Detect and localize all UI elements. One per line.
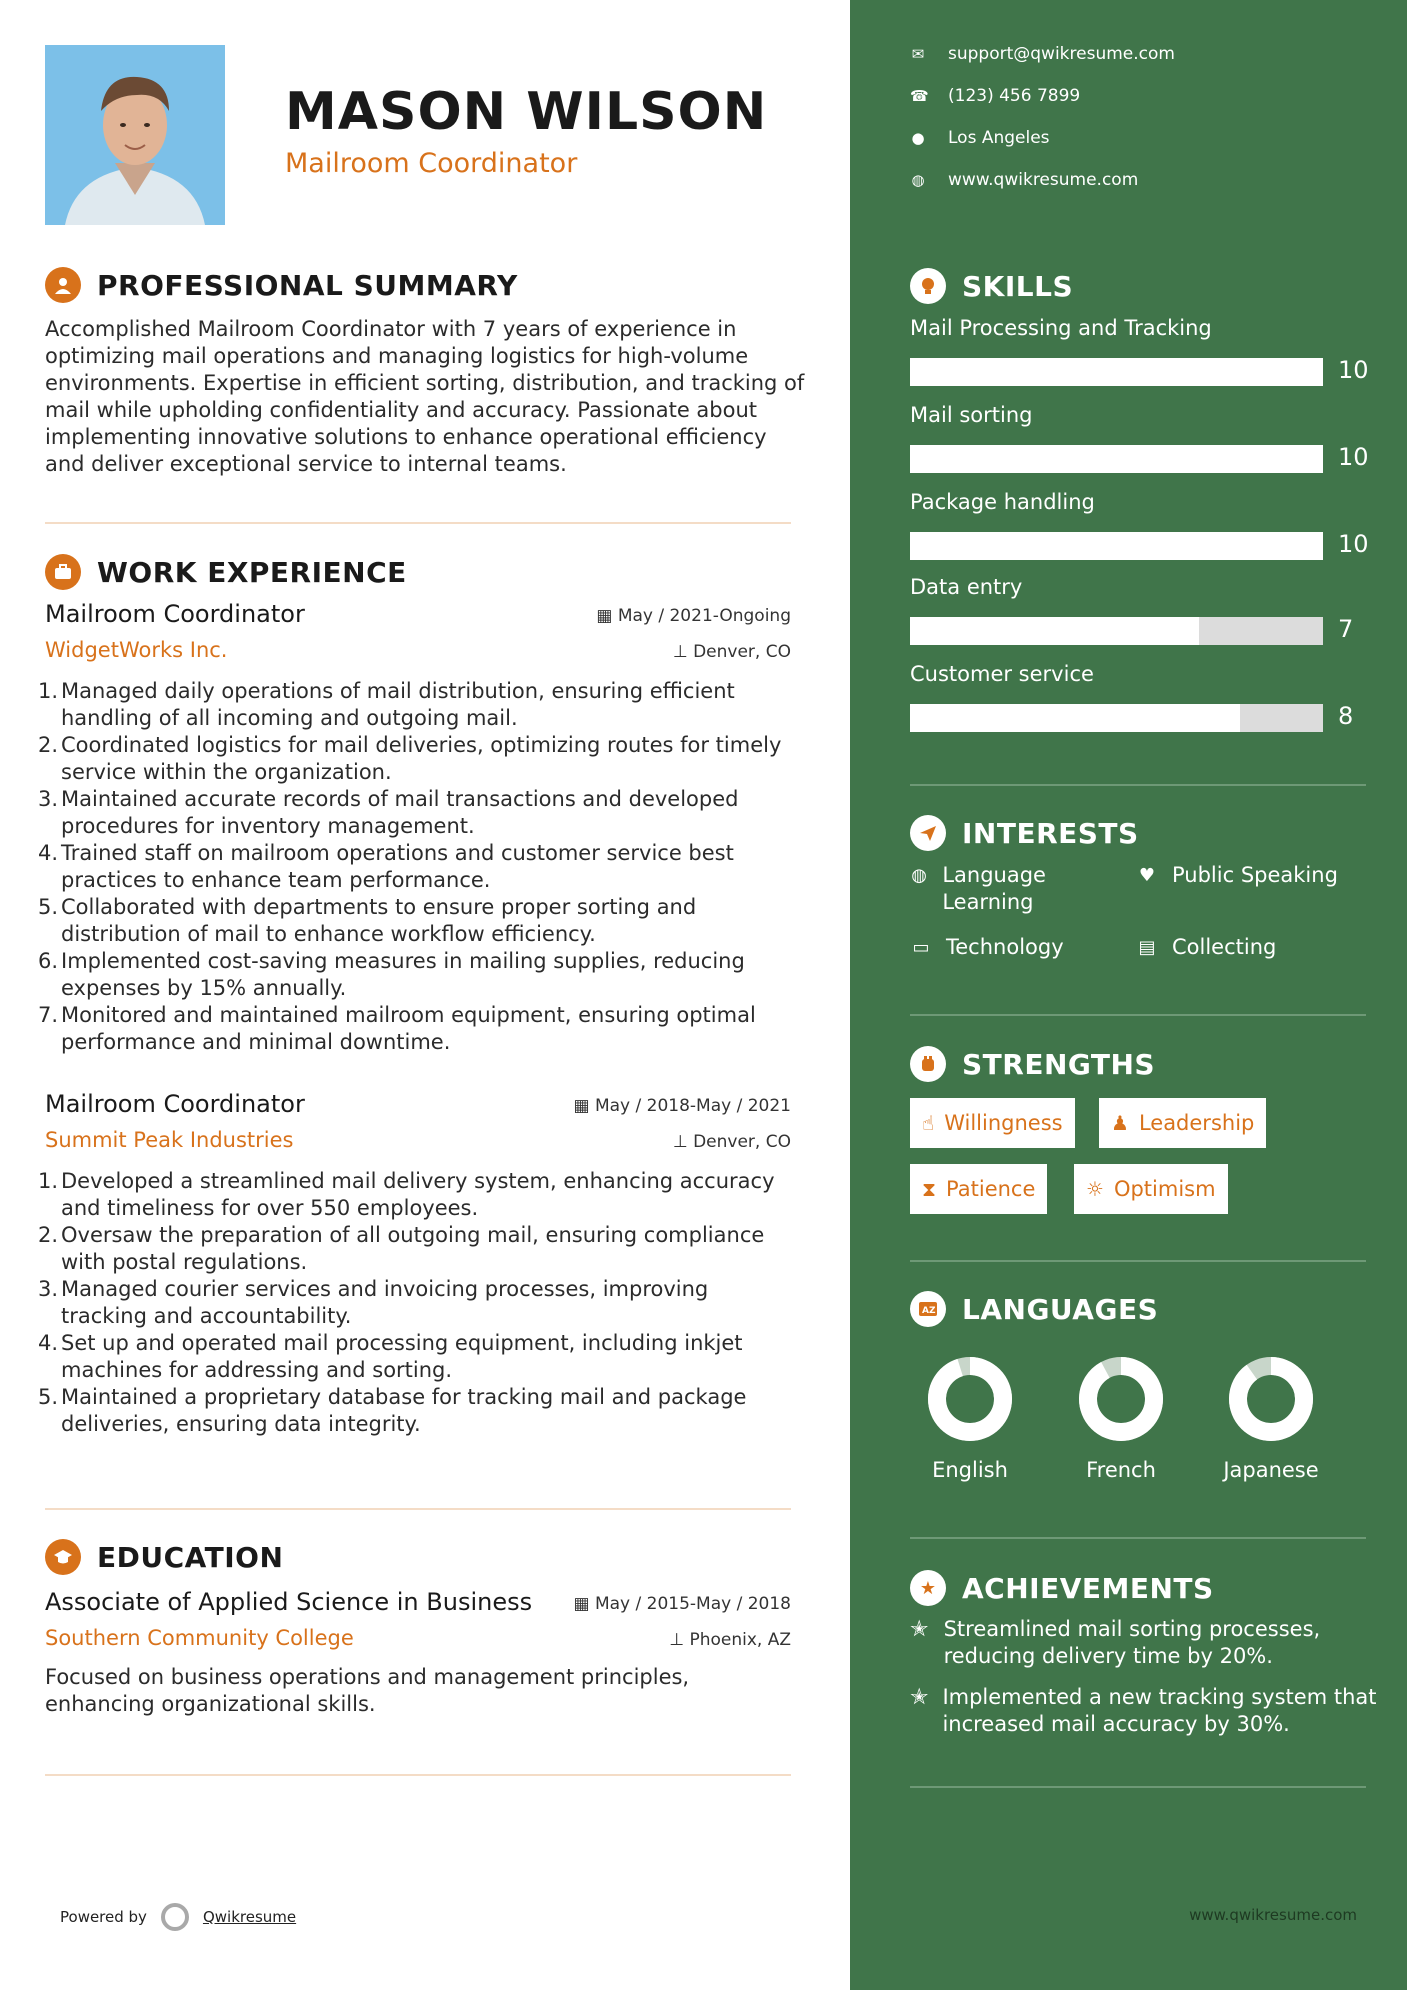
svg-text:A: A <box>922 1306 929 1316</box>
skill-bar <box>910 532 1323 560</box>
languages-heading: LANGUAGES <box>962 1292 1159 1326</box>
strengths-heading: STRENGTHS <box>962 1047 1156 1081</box>
language-item <box>1061 1354 1181 1482</box>
education-description: Focused on business operations and management principles, enhancing organizational skills. <box>45 1665 690 1716</box>
contact-phone: ☎ (123) 456 7899 <box>910 86 1081 106</box>
section-divider <box>910 1014 1366 1016</box>
skill-bar <box>910 358 1323 386</box>
language-name: Japanese <box>1223 1458 1319 1482</box>
brand-link[interactable]: Qwikresume <box>202 1908 297 1926</box>
users-icon: ♟ <box>1111 1111 1129 1135</box>
section-divider <box>910 1260 1366 1262</box>
skill-item <box>910 575 1370 643</box>
star-icon: ★ <box>910 1570 946 1606</box>
map-pin-icon: ● <box>911 129 925 147</box>
list-item: 4. Set up and operated mail processing equipment, including inkjet machines for addressing and sorting. <box>38 1331 743 1382</box>
strength-tag: ☝ Willingness <box>910 1098 1075 1148</box>
skill-item <box>910 490 1370 558</box>
language-name: English <box>932 1458 1008 1482</box>
contact-location: ● Los Angeles <box>911 128 1050 148</box>
list-item: 4. Trained staff on mailroom operations and customer service best practices to enhance team performance. <box>38 841 734 892</box>
language-name: French <box>1086 1458 1156 1482</box>
list-item: 2. Coordinated logistics for mail deliveries, optimizing routes for timely service within the organization. <box>38 733 782 784</box>
skill-label: Package handling <box>910 490 1095 514</box>
interests-heading: INTERESTS <box>962 816 1139 850</box>
footer-website[interactable]: www.qwikresume.com <box>1189 1906 1357 1924</box>
sun-icon: ☼ <box>1086 1177 1104 1201</box>
section-divider <box>45 522 791 524</box>
archive-icon: ▤ <box>1138 937 1156 958</box>
skill-bar <box>910 704 1323 732</box>
list-item: 1. Developed a streamlined mail delivery system, enhancing accuracy and timeliness for over 550 employees. <box>38 1169 775 1220</box>
job-date: ▦ May / 2021-Ongoing <box>596 606 791 626</box>
languages-header <box>910 1291 1158 1327</box>
pin-icon: ⊥ <box>669 1630 690 1650</box>
contact-website: ◍ www.qwikresume.com <box>911 170 1139 190</box>
skill-value: 10 <box>1338 443 1369 471</box>
skill-value: 10 <box>1338 530 1369 558</box>
job-title: Mailroom Coordinator <box>45 600 305 628</box>
interest-item: ♥ Public Speaking <box>1136 862 1366 889</box>
job-date: ▦ May / 2018-May / 2021 <box>573 1096 791 1116</box>
job-entry <box>38 1090 791 1438</box>
interests-header <box>910 815 1139 851</box>
achievements-header <box>910 1570 1214 1606</box>
education-entry <box>45 1588 791 1718</box>
envelope-icon: ✉ <box>911 45 925 63</box>
education-header <box>45 1539 283 1575</box>
section-divider <box>910 1786 1366 1788</box>
skill-label: Mail Processing and Tracking <box>910 316 1212 340</box>
section-divider <box>910 784 1366 786</box>
globe-icon: ◍ <box>911 171 925 189</box>
job-company: Summit Peak Industries <box>45 1128 294 1152</box>
laptop-icon: ▭ <box>912 937 930 958</box>
heartbeat-icon: ♥ <box>1138 865 1156 886</box>
skill-item <box>910 316 1370 384</box>
phone-icon: ☎ <box>910 87 929 105</box>
paper-plane-icon <box>910 815 946 851</box>
achievement-item: ✭ Streamlined mail sorting processes, reducing delivery time by 20%. <box>910 1617 1321 1668</box>
skill-label: Mail sorting <box>910 403 1033 427</box>
list-item: 6. Implemented cost-saving measures in mailing supplies, reducing expenses by 15% annually. <box>38 949 745 1000</box>
school: Southern Community College <box>45 1626 354 1650</box>
language-ring <box>925 1354 1015 1444</box>
pin-icon: ⊥ <box>672 642 694 662</box>
job-title: Mailroom Coordinator <box>45 1090 305 1118</box>
hourglass-icon: ⧗ <box>922 1177 937 1201</box>
education-date: ▦ May / 2015-May / 2018 <box>573 1594 791 1614</box>
graduation-icon <box>45 1539 81 1575</box>
job-entry <box>38 600 791 1056</box>
strengths-header <box>910 1046 1155 1082</box>
globe-icon: ◍ <box>911 865 928 886</box>
interest-item: ▭ Technology <box>910 934 1110 961</box>
calendar-icon: ▦ <box>596 606 618 626</box>
strength-tag: ☼ Optimism <box>1074 1164 1228 1214</box>
list-item: 7. Monitored and maintained mailroom equipment, ensuring optimal performance and minimal downtime. <box>38 1003 756 1054</box>
interest-item: ▤ Collecting <box>1136 934 1366 961</box>
language-ring <box>1076 1354 1166 1444</box>
strength-tag: ⧗ Patience <box>910 1164 1047 1214</box>
sidebar <box>850 0 1407 1990</box>
list-item: 3. Managed courier services and invoicing processes, improving tracking and accountability. <box>38 1277 709 1328</box>
skill-bar <box>910 617 1323 645</box>
skill-item <box>910 403 1370 471</box>
job-company: WidgetWorks Inc. <box>45 638 228 662</box>
skill-label: Data entry <box>910 575 1023 599</box>
skill-bar <box>910 445 1323 473</box>
candidate-title: Mailroom Coordinator <box>285 148 578 179</box>
skills-heading: SKILLS <box>962 269 1074 303</box>
job-bullets <box>38 1168 791 1438</box>
user-icon <box>45 267 81 303</box>
thumbs-up-icon: ☝ <box>922 1111 935 1135</box>
achievement-item: ✭ Implemented a new tracking system that increased mail accuracy by 30%. <box>910 1685 1377 1736</box>
translate-icon <box>910 1291 946 1327</box>
profile-photo <box>45 45 225 225</box>
list-item: 3. Maintained accurate records of mail transactions and developed procedures for inventory management. <box>38 787 739 838</box>
education-location: ⊥ Phoenix, AZ <box>669 1630 791 1650</box>
skill-value: 8 <box>1338 702 1354 730</box>
list-item: 1. Managed daily operations of mail distribution, ensuring efficient handling of all incoming and outgoing mail. <box>38 679 735 730</box>
language-item <box>1211 1354 1331 1482</box>
powered-by-label: Powered by <box>60 1908 147 1926</box>
job-location: ⊥ Denver, CO <box>672 1132 791 1152</box>
job-bullets <box>38 678 791 1056</box>
contact-email: ✉ support@qwikresume.com <box>911 44 1175 64</box>
calendar-icon: ▦ <box>573 1594 595 1614</box>
fist-icon <box>910 1046 946 1082</box>
interest-item: ◍ Language Learning <box>911 863 1046 914</box>
language-item <box>910 1354 1030 1482</box>
skill-item <box>910 662 1370 730</box>
experience-heading: WORK EXPERIENCE <box>97 555 407 589</box>
svg-text:Z: Z <box>929 1306 936 1316</box>
summary-heading: PROFESSIONAL SUMMARY <box>97 268 518 302</box>
section-divider <box>45 1774 791 1776</box>
section-divider <box>910 1537 1366 1539</box>
skill-value: 10 <box>1338 356 1369 384</box>
candidate-name: MASON WILSON <box>285 82 768 142</box>
strength-tag: ♟ Leadership <box>1099 1098 1266 1148</box>
degree: Associate of Applied Science in Business <box>45 1588 533 1616</box>
job-location: ⊥ Denver, CO <box>672 642 791 662</box>
education-heading: EDUCATION <box>97 1540 284 1574</box>
language-ring <box>1226 1354 1316 1444</box>
lightbulb-icon <box>910 268 946 304</box>
pin-icon: ⊥ <box>672 1132 694 1152</box>
briefcase-icon <box>45 554 81 590</box>
skill-value: 7 <box>1338 615 1354 643</box>
star-icon: ✭ <box>910 1617 929 1642</box>
section-divider <box>45 1508 791 1510</box>
powered-by <box>60 1903 296 1931</box>
list-item: 2. Oversaw the preparation of all outgoing mail, ensuring compliance with postal regulations. <box>38 1223 765 1274</box>
summary-header <box>45 267 518 303</box>
skill-label: Customer service <box>910 662 1094 686</box>
skills-header <box>910 268 1073 304</box>
calendar-icon: ▦ <box>573 1096 595 1116</box>
summary-text: Accomplished Mailroom Coordinator with 7 years of experience in optimizing mail operations and managing logistics for high-volume environments. Expertise in efficient sorting, distribution, and tracking of mail while upholding confidentiality and accuracy. Passionate about implementing innovative solutions to enhance operational efficiency and deliver exceptional service to internal teams. <box>45 317 805 476</box>
list-item: 5. Collaborated with departments to ensure proper sorting and distribution of mail to enhance workflow efficiency. <box>38 895 697 946</box>
experience-header <box>45 554 407 590</box>
list-item: 5. Maintained a proprietary database for tracking mail and package deliveries, ensuring data integrity. <box>38 1385 747 1436</box>
star-icon: ✭ <box>910 1685 929 1710</box>
qwikresume-logo-icon <box>161 1903 189 1931</box>
achievements-heading: ACHIEVEMENTS <box>962 1571 1214 1605</box>
